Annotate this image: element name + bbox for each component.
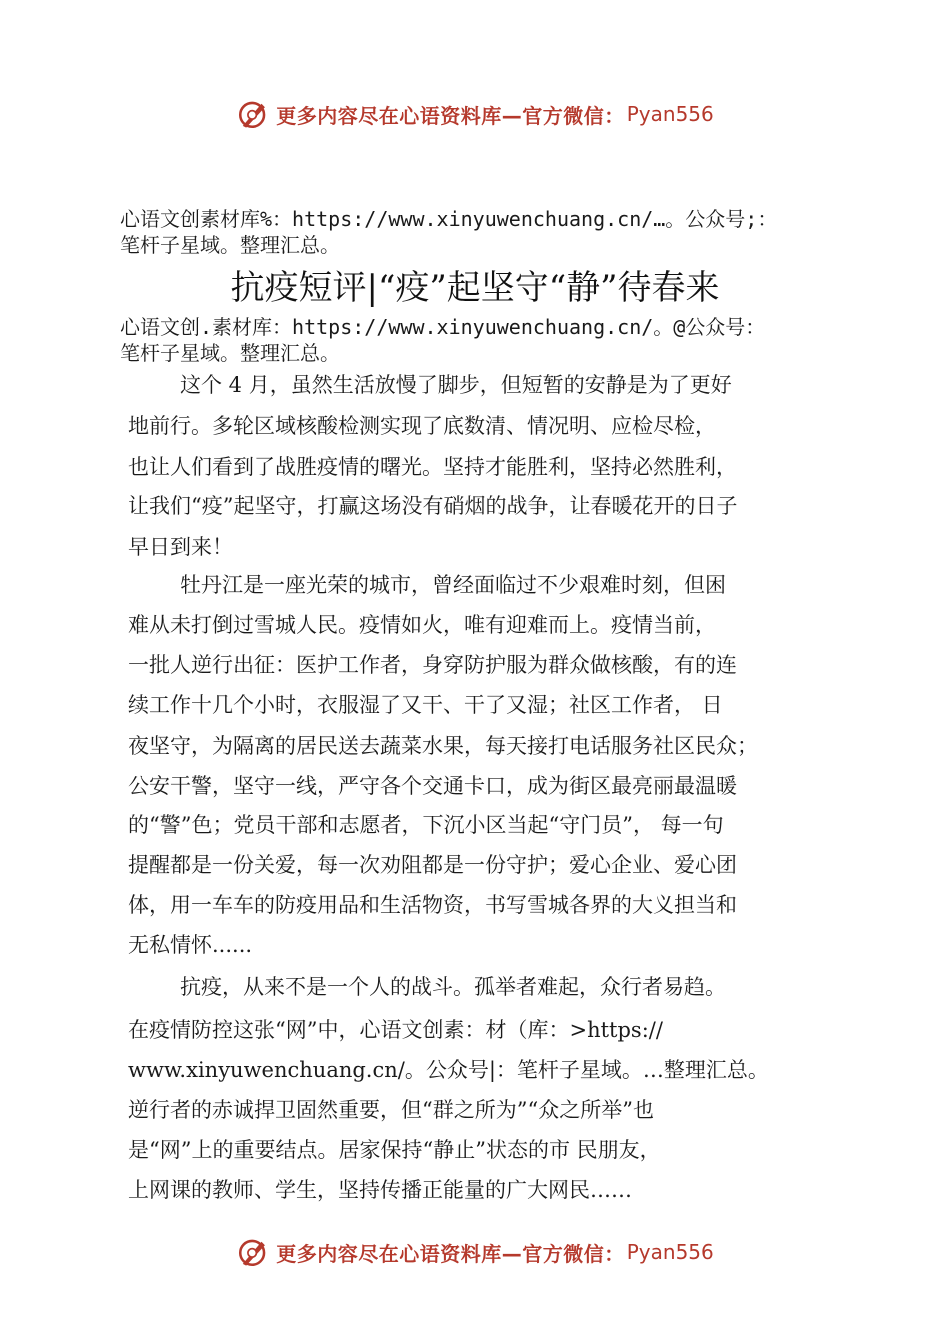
body-line: 在疫情防控这张“网”中，心语文创素：材（库：>https:// bbox=[128, 1018, 663, 1042]
body-line: 无私情怀...... bbox=[128, 933, 253, 957]
body-line: 也让人们看到了战胜疫情的曙光。坚持才能胜利，坚持必然胜利， bbox=[128, 455, 737, 479]
quill-logo-icon bbox=[236, 1235, 270, 1269]
body-line: 续工作十几个小时，衣服湿了又干、干了又湿；社区工作者， 日 bbox=[128, 693, 723, 717]
sub-source-line-2: 笔杆子星域。整理汇总。 bbox=[120, 341, 340, 365]
quill-logo-icon bbox=[236, 97, 270, 131]
body-line: 难从未打倒过雪城人民。疫情如火，唯有迎难而上。疫情当前， bbox=[128, 613, 716, 637]
body-line: 早日到来！ bbox=[128, 535, 233, 559]
body-line: 让我们“疫”起坚守，打赢这场没有硝烟的战争，让春暖花开的日子 bbox=[128, 494, 738, 518]
body-line: 是“网”上的重要结点。居家保持“静止”状态的市 民朋友， bbox=[128, 1138, 661, 1162]
top-watermark-banner bbox=[0, 92, 950, 136]
body-line: 这个 4 月，虽然生活放慢了脚步，但短暂的安静是为了更好 bbox=[180, 373, 732, 397]
header-source-line-2: 笔杆子星域。整理汇总。 bbox=[120, 233, 340, 257]
bottom-watermark-banner bbox=[0, 1230, 950, 1274]
body-line: 提醒都是一份关爱，每一次劝阻都是一份守护；爱心企业、爱心团 bbox=[128, 853, 737, 877]
body-line: 逆行者的赤诚捍卫固然重要，但“群之所为”“众之所举”也 bbox=[128, 1098, 654, 1122]
header-source-line-1: 心语文创素材库%：https://www.xinyuwenchuang.cn/…。公众号;： bbox=[120, 207, 778, 231]
banner-wechat-id: Pyan556 bbox=[626, 102, 714, 126]
banner-text: 更多内容尽在心语资料库—官方微信： bbox=[276, 1241, 625, 1266]
body-line: 一批人逆行出征：医护工作者，身穿防护服为群众做核酸，有的连 bbox=[128, 653, 737, 677]
banner-wechat-id: Pyan556 bbox=[626, 1240, 714, 1264]
body-line: 地前行。多轮区域核酸检测实现了底数清、情况明、应检尽检， bbox=[128, 414, 716, 438]
banner-text: 更多内容尽在心语资料库—官方微信： bbox=[276, 103, 625, 128]
sub-source-line-1: 心语文创.素材库：https://www.xinyuwenchuang.cn/。@公众号： bbox=[120, 315, 766, 339]
body-line: 体，用一车车的防疫用品和生活物资，书写雪城各界的大义担当和 bbox=[128, 893, 737, 917]
body-line: 牡丹江是一座光荣的城市，曾经面临过不少艰难时刻，但困 bbox=[180, 573, 726, 597]
body-line: 上网课的教师、学生，坚持传播正能量的广大网民…… bbox=[128, 1178, 632, 1202]
body-line: www.xinyuwenchuang.cn/。公众号|：笔杆子星域。…整理汇总。 bbox=[128, 1058, 769, 1082]
body-line: 夜坚守，为隔离的居民送去蔬菜水果，每天接打电话服务社区民众； bbox=[128, 734, 758, 758]
article-title: 抗疫短评|“疫”起坚守“静”待春来 bbox=[230, 268, 720, 308]
body-line: 公安干警，坚守一线，严守各个交通卡口，成为街区最亮丽最温暖 bbox=[128, 774, 737, 798]
body-line: 的“警”色；党员干部和志愿者，下沉小区当起“守门员”， 每一句 bbox=[128, 813, 724, 837]
body-line: 抗疫，从来不是一个人的战斗。孤举者难起，众行者易趋。 bbox=[180, 975, 726, 999]
